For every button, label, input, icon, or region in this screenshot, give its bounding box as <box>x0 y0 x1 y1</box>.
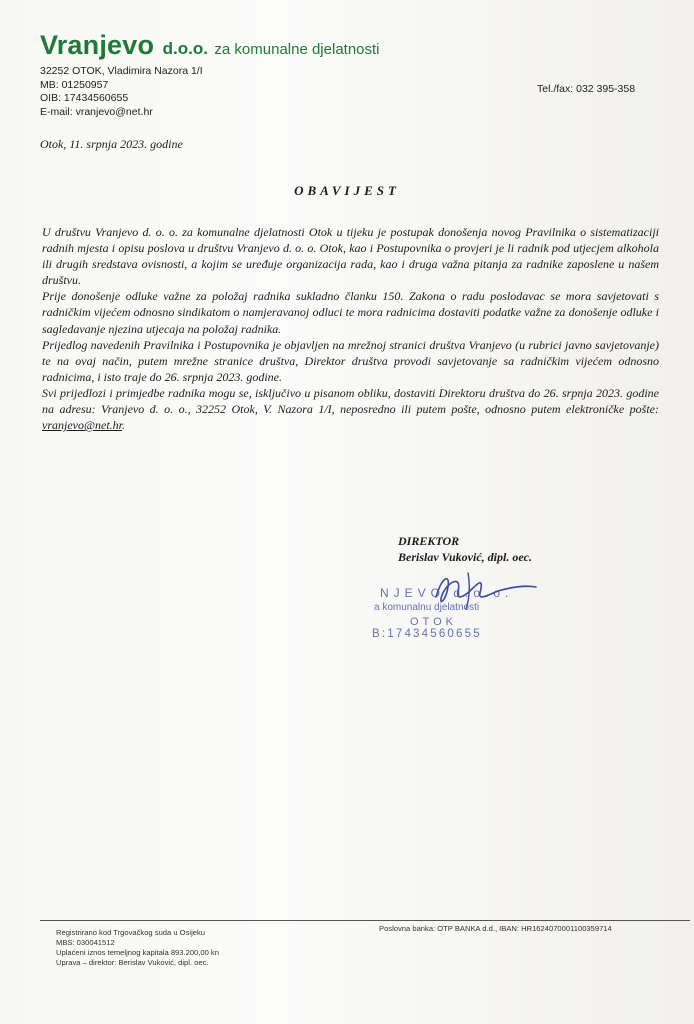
company-stamp <box>372 585 552 645</box>
body-paragraph-4 <box>42 385 659 433</box>
company-email: E-mail: vranjevo@net.hr <box>40 105 153 118</box>
company-description: za komunalne djelatnosti <box>214 41 380 58</box>
company-oib: OIB: 17434560655 <box>40 92 129 104</box>
stamp-line-3: OTOK <box>410 616 457 628</box>
footer-registration <box>56 928 219 968</box>
company-mb: MB: 01250957 <box>40 78 109 91</box>
document-body <box>42 224 659 433</box>
footer-line-4: Uprava – direktor: Berislav Vuković, dipl. oec. <box>56 958 209 967</box>
footer-divider <box>40 920 690 921</box>
signature-block <box>398 533 532 565</box>
body-paragraph-4-end: . <box>122 418 126 433</box>
handwritten-signature-icon <box>428 567 548 617</box>
director-role: DIREKTOR <box>398 534 460 548</box>
body-paragraph-4-text: Svi prijedlozi i primjedbe radnika mogu se, isključivo u pisanom obliku, dostaviti Direktoru društva do 26. srpnja 2023. godine na adresu: Vranjevo d. o. o., 32252 Otok, V. Nazora 1/I, neposredno ili putem pošte, odnosno putem elektroničke pošte: <box>42 385 659 417</box>
company-tel-fax: Tel./fax: 032 395-358 <box>537 83 636 95</box>
body-paragraph-1: U društvu Vranjevo d. o. o. za komunalne djelatnosti Otok u tijeku je postupak donošenja novog Pravilnika o sistematizaciji radnih mjesta i opisu poslova u društvu Vranjevo d. o. o. Otok, kao i Postupovnika o provjeri je li radnik pod utjecjem alkohola ili drugih sredstava ovisnosti, a kojim se uređuje organizacija rada, kao i druga važna pitanja za radnike zaposlene u našem društvu. <box>42 225 659 288</box>
company-name: Vranjevo <box>40 30 155 60</box>
footer-line-2: MBS: 030041512 <box>56 938 115 947</box>
document-title: OBAVIJEST <box>294 183 400 198</box>
director-name: Berislav Vuković, dipl. oec. <box>398 550 532 564</box>
date-line: Otok, 11. srpnja 2023. godine <box>40 137 183 151</box>
letterhead-company <box>40 30 380 61</box>
company-form: d.o.o. <box>162 39 208 58</box>
email-link[interactable]: vranjevo@net.hr <box>42 418 123 433</box>
body-paragraph-2: Prije donošenje odluke važne za položaj radnika sukladno članku 150. Zakona o radu poslodavac se mora savjetovati s radničkim vijećem odnosno sindikatom o namjeravanoj odluci te mora radnicima dostaviti podatke važne za donošenje odluke i sagledavanje njezina utjecaja na položaj radnika. <box>42 289 659 336</box>
company-address: 32252 OTOK, Vladimira Nazora 1/I <box>40 65 203 77</box>
body-paragraph-3: Prijedlog navedenih Pravilnika i Postupovnika je objavljen na mrežnoj stranici društva Vranjevo (u rubrici javno savjetovanje) te na ovaj način, putem mrežne stranice društva, Direktor društva provodi savjetovanje sa radničkim vijećem odnosno radnicima, i isto traje do 26. srpnja 2023. godine. <box>42 337 659 384</box>
footer-bank: Poslovna banka: OTP BANKA d.d., IBAN: HR1624070001100359714 <box>379 924 612 933</box>
stamp-line-2: a komunalnu djelatnosti <box>374 602 480 613</box>
letterhead-address-block <box>40 65 203 119</box>
footer-line-1: Registrirano kod Trgovačkog suda u Osijeku <box>56 928 205 937</box>
footer-line-3: Uplaćeni iznos temeljnog kapitala 893.200,00 kn <box>56 948 219 957</box>
stamp-line-1: NJEVO d.o.o. <box>380 586 514 600</box>
stamp-line-4: B:17434560655 <box>372 628 482 640</box>
